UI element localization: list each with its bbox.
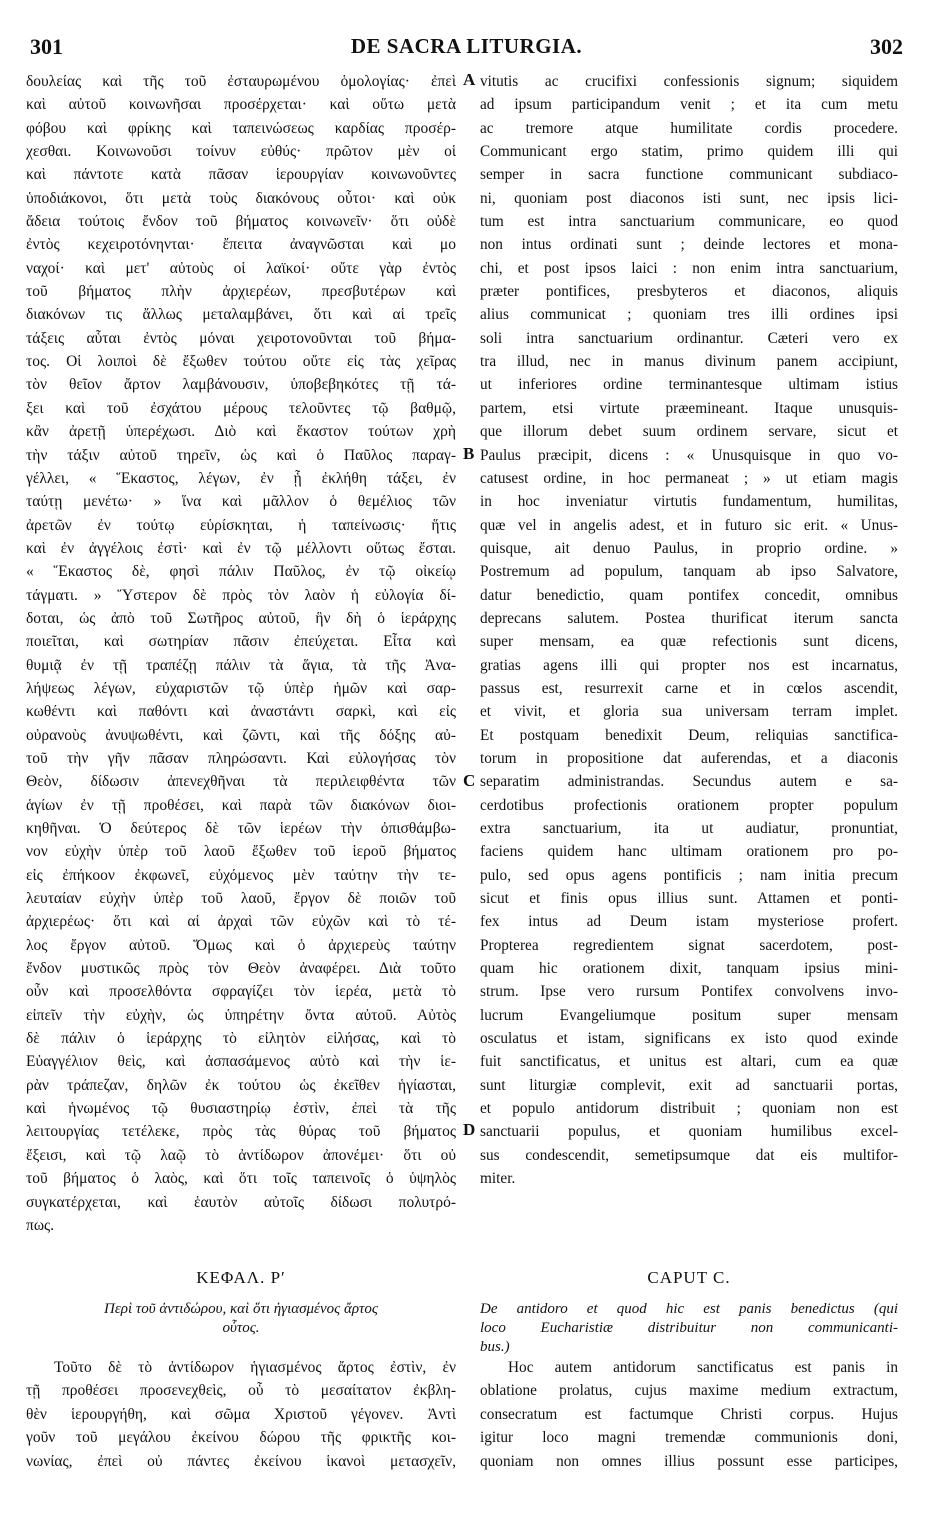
text-line: καὶ πάντοτε κατὰ πᾶσαν ἱερουργίαν κοινωνοῦντες <box>26 166 456 184</box>
latin-column <box>480 70 898 1191</box>
text-line: γέλλει, « Ἕκαστος, λέγων, ἐν ᾗ ἐκλήθη τάξει, ἐν <box>26 469 456 487</box>
page-number-right: 302 <box>870 34 903 59</box>
text-line: κηθῆναι. Ὁ δεύτερος δὲ τῶν ἱερέων τὴν ὀπισθάμβω- <box>26 820 456 837</box>
text-line: δὲ πάλιν ὁ ἱεράρχης τὸ εἰλητὸν εἱλήσας, καὶ τὸ <box>26 1030 456 1048</box>
text-line: καὶ αὐτοῦ κοινωνῆσαι προσέρχεται· καὶ οὕτω μετὰ <box>26 96 456 114</box>
text-line: super mensam, ea quæ refectionis sunt dicens, <box>480 633 898 651</box>
text-line: Et postquam benedixit Deum, reliquias sanctifica- <box>480 726 898 744</box>
text-line: extra sanctuarium, ita ut audiatur, pronuntiat, <box>480 820 898 837</box>
greek-column <box>26 70 456 1237</box>
text-line: strum. Ipse vero rursum Pontifex convolvens invo- <box>480 983 898 1001</box>
text-line: quoniam non omnes illius possunt esse participes, <box>480 1452 898 1470</box>
margin-letter-d: D <box>463 1120 476 1139</box>
text-line: De antidoro et quod hic est panis benedictus (qui <box>480 1301 898 1317</box>
text-line: vitutis ac crucifixi confessionis signum; siquidem <box>480 73 898 90</box>
text-line: εἰς ἐπήκοον ἐκφωνεῖ, εὐχόμενος μὲν ταύτην τὴν τε- <box>26 866 456 884</box>
greek-text <box>26 70 456 1237</box>
text-line: οὐρανοὺς ἀνυψωθέντι, καὶ ζῶντι, καὶ τῆς δόξης αὐ- <box>26 726 456 744</box>
text-line: ναχοί· καὶ μετ' αὐτοὺς οἱ λαϊκοί· οὔτε γὰρ ἐντὸς <box>26 259 456 277</box>
text-line: τοῦ τὴν γῆν πᾶσαν πληρώσαντι. Καὶ εὐλογήσας τὸν <box>26 749 456 767</box>
text-line: χεσθαι. Κοινωνοῦσι τοίνυν εὐθύς· πρῶτον μὲν οἱ <box>26 143 456 161</box>
text-line: et vivit, et gloria sua universam terram implet. <box>480 703 898 721</box>
text-line: sus condescendit, semetipsumque dat eis multifor- <box>480 1146 898 1164</box>
text-line: ut inferiores ordine terminantesque ultimam istius <box>480 376 898 394</box>
text-line: ni, quoniam post diaconos isti sunt, nec ipsis lici- <box>480 189 898 207</box>
text-line: et populo antidorum distribuit ; quoniam non est <box>480 1100 898 1118</box>
latin-chapter-title: CAPUT C. <box>647 1268 731 1287</box>
text-line: quæ vel in angelis adest, et in futuro sic erit. « Unus- <box>480 516 898 534</box>
text-line: quam hic orationem dixit, tanquam ipsius mini- <box>480 960 898 978</box>
text-line: ἁγίων ἐν τῇ προθέσει, καὶ παρὰ τῶν διακόνων διοι- <box>26 796 456 814</box>
text-line: cerdotibus profectionis orationem propter populum <box>480 796 898 814</box>
text-line: καὶ ἐν ἀγγέλοις ἐστὶ· καὶ ἐν τῷ μέλλοντι οὕτως ἔσται. <box>26 539 456 557</box>
text-line: Communicant ergo statim, primo quidem illi qui <box>480 143 898 161</box>
text-line: gratias agens illi qui propter nos est incarnatus, <box>480 656 898 674</box>
text-line: in hoc inveniatur virtutis fundamentum, humilitas, <box>480 493 898 511</box>
text-line: τὸν θεῖον ἄρτον λαμβάνουσιν, ὑποβεβηκότες τῇ τά- <box>26 376 456 394</box>
text-line: ἄδεια τούτοις ἔνδον τοῦ βήματος κοινωνεῖν· ὅτι οὐδὲ <box>26 213 456 231</box>
text-line: Hoc autem antidorum sanctificatus est panis in <box>508 1359 898 1376</box>
margin-letter-a: A <box>463 70 476 89</box>
text-line: θὲν ἱερουργήθη, καὶ σῶμα Χριστοῦ γέγονεν. Ἀντὶ <box>26 1405 456 1423</box>
text-line: ἔξεισι, καὶ τῷ λαῷ τὸ ἀντίδωρον ἀπονέμει· ὅτι οὐ <box>26 1146 456 1164</box>
latin-text <box>480 70 898 1191</box>
text-line: γοῦν τοῦ μεγάλου ἐκείνου δώρου τῆς φρικτῆς κοι- <box>26 1429 456 1447</box>
running-header <box>30 34 903 66</box>
text-line: faciens quidem hanc ultimam orationem pro po- <box>480 843 898 861</box>
text-line: que illorum debet suum ordinem servare, sicut et <box>480 423 898 441</box>
text-line: λήψεως λέγων, εὐχαριστῶν τῷ ὑπὲρ ἡμῶν καὶ σαρ- <box>26 679 456 697</box>
text-line: τοῦ βήματος πλὴν ἀρχιερέων, πρεσβυτέρων καὶ <box>26 283 456 301</box>
text-line: συγκατέρχεται, καὶ ἑαυτὸν αὐτοῖς δίδωσι πολυτρό- <box>26 1193 456 1211</box>
margin-letter-b: B <box>463 444 475 463</box>
text-line: sicut et finis opus illius sunt. Attamen et ponti- <box>480 890 898 908</box>
greek-chapter-text <box>26 1356 456 1473</box>
text-line: sunt liturgiæ complevit, exit ad sanctuarii portas, <box>480 1076 898 1094</box>
text-line: νον εὐχὴν ὑπὲρ τοῦ λαοῦ ἔξωθεν τοῦ ἱεροῦ βήματος <box>26 843 456 861</box>
text-line: partem, etsi virtute præemineant. Itaque unusquis- <box>480 399 898 417</box>
text-line: tra illud, nec in manus divinum panem accipiunt, <box>480 353 898 371</box>
text-line: ὑποδιάκονοι, ὅτι μετὰ τοὺς διακόνους οὗτοι· καὶ οὐκ <box>26 189 456 207</box>
text-line: Εὐαγγέλιον θεὶς, καὶ ἀσπασάμενος αὐτὸ καὶ τὴν ἱε- <box>26 1053 456 1071</box>
text-line: bus.) <box>480 1339 510 1355</box>
text-line: ἔνδον μυστικῶς πρὸς τὸν Θεὸν ἀναφέρει. Διὰ τοῦτο <box>26 960 456 978</box>
text-line: τοῦ βήματος ὁ λαὸς, καὶ ὅτι τοῖς ταπεινοῖς ὁ ὑψηλὸς <box>26 1170 456 1188</box>
text-line: oblatione prolatus, cujus maxime medium extractum, <box>480 1382 898 1400</box>
text-line: οὖν καὶ προσελθόντα σφραγίζει τὸν ἱερέα, μετὰ τὸ <box>26 983 456 1001</box>
text-line: præter pontifices, presbyteros et diaconos, aliquis <box>480 283 898 301</box>
text-line: alius communicat ; quoniam tres illi ordines ipsi <box>480 306 898 324</box>
text-line: τῇ προθέσει προσενεχθεὶς, οὗ τὸ μεσαίτατον ἐκβλη- <box>26 1382 456 1400</box>
text-line: κἂν ἀρετῇ ὑπερέχωσι. Διὸ καὶ ἕκαστον τούτων χρὴ <box>26 423 456 441</box>
text-line: εἰπεῖν τὴν εὐχὴν, ὡς ὑπηρέτην ὄντα αὐτοῦ. Αὐτὸς <box>26 1006 456 1024</box>
text-line: ἀρχιερέως· ὅτι καὶ αἱ ἀρχαὶ τῶν εὐχῶν καὶ τὸ τέ- <box>26 913 456 931</box>
text-line: ad ipsum participandum venit ; et ita cum metu <box>480 96 898 114</box>
text-line: ac tremore atque humilitate cordis procedere. <box>480 119 898 137</box>
text-line: deprecans salutem. Postea thurificat iterum sancta <box>480 609 898 627</box>
text-line: osculatus et istam, significans ex isto quod exinde <box>480 1030 898 1048</box>
text-line: πως. <box>26 1216 55 1234</box>
text-line: passus est, resurrexit carne et in cœlos ascendit, <box>480 679 898 697</box>
margin-letter-c: C <box>463 771 476 790</box>
text-line: loco Eucharistiæ distribuitur non communicanti- <box>480 1320 898 1336</box>
text-line: οὗτος. <box>222 1320 260 1336</box>
text-line: λευταίαν εὐχὴν ὑπὲρ τοῦ λαοῦ, ἔργον δὲ ποιῶν τοῦ <box>26 890 456 908</box>
text-line: non intus ordinati sunt ; deinde lectores et mona- <box>480 236 898 254</box>
text-line: igitur loco magni tremendæ communionis doni, <box>480 1429 898 1447</box>
text-line: « Ἕκαστος δὲ, φησὶ πάλιν Παῦλος, ἐν τῷ οἰκείῳ <box>26 563 456 581</box>
text-line: ἐντὸς κεχειροτόνηνται· ἔπειτα ἀναγνῶσται καὶ μο <box>26 236 456 254</box>
text-line: consecratum est factumque Christi corpus. Hujus <box>480 1405 898 1423</box>
text-line: chi, et post ipsos laici : non enim intra sanctuarium, <box>480 259 898 277</box>
text-line: Τοῦτο δὲ τὸ ἀντίδωρον ἡγιασμένος ἄρτος ἐστὶν, ἐν <box>54 1359 456 1376</box>
text-line: ποιεῖται, καὶ σωτηρίαν πᾶσιν ἐπεύχεται. Εἶτα καὶ <box>26 633 456 651</box>
text-line: ξει καὶ τοῦ ἐσχάτου μέρους τελοῦντες τῷ βαθμῷ, <box>26 399 456 417</box>
text-line: sanctuarii populus, et quoniam humilibus excel- <box>480 1123 898 1141</box>
running-title: DE SACRA LITURGIA. <box>350 34 583 58</box>
text-line: νωνίας, ἐπεὶ οὐ πάντες ἐκείνου ἱκανοὶ μετασχεῖν, <box>26 1452 456 1470</box>
page-number-left: 301 <box>30 34 63 59</box>
text-line: θυμιᾷ ἐν τῇ τραπέζῃ πάλιν τὰ ἅγια, τὰ τῆς Ἀνα- <box>26 656 456 674</box>
text-line: quisque, ait denuo Paulus, in proprio ordine. » <box>480 539 898 557</box>
latin-chapter-subtitle <box>480 1300 898 1357</box>
text-line: Θεὸν, δίδωσιν ἀπενεχθῆναι τὰ περιλειφθέντα τῶν <box>26 773 456 791</box>
text-line: Περὶ τοῦ ἀντιδώρου, καὶ ὅτι ἡγιασμένος ἄρτος <box>104 1301 378 1317</box>
text-line: ἀρετῶν ἐν τούτῳ εὑρίσκηται, ἡ ταπείνωσις· ἥτις <box>26 516 456 534</box>
text-line: catusest ordine, in hoc permaneat ; » ut etiam magis <box>480 469 898 487</box>
text-line: διακόνων τις ἄλλως μεταλαμβάνει, ὅτι καὶ αἱ τρεῖς <box>26 306 456 324</box>
text-line: tum est intra sanctuarium communicare, eo quod <box>480 213 898 231</box>
text-line: miter. <box>480 1170 516 1188</box>
text-line: τὴν τάξιν αὐτοῦ τηρεῖν, ὡς καὶ ὁ Παῦλος παραγ- <box>26 446 456 464</box>
text-line: soli intra sanctuarium ordinantur. Cæteri vero ex <box>480 329 898 347</box>
text-line: καὶ ἡνωμένος τῷ θυσιαστηρίῳ ἐστὶν, ἐπεὶ τὰ τῆς <box>26 1100 456 1118</box>
text-line: τάξεις αὗται ἐντὸς μόναι χειροτονοῦνται τοῦ βήμα- <box>26 329 456 347</box>
text-line: fex intus ad Deum istam mysteriose profert. <box>480 913 898 931</box>
latin-chapter-text <box>480 1356 898 1473</box>
text-line: lucrum Evangeliumque positum super mensam <box>480 1006 898 1024</box>
text-line: datur benedictio, quam pontifex concedit, omnibus <box>480 586 898 604</box>
text-line: Paulus præcipit, dicens : « Unusquisque in quo vo- <box>480 446 898 464</box>
text-line: φόβου καὶ φρίκης καὶ ταπεινώσεως καρδίας προσέρ- <box>26 119 456 137</box>
text-line: κωθέντι καὶ παθόντι καὶ ἀναστάντι σαρκὶ, καὶ εἰς <box>26 703 456 721</box>
text-line: λειτουργίας τετέλεκε, πρὸς τὰς θύρας τοῦ βήματος <box>26 1123 456 1141</box>
greek-chapter-title: ΚΕΦΑΛ. Ρʹ <box>196 1268 286 1287</box>
text-line: separatim administrandas. Secundus autem e sa- <box>480 773 898 791</box>
text-line: δουλείας καὶ τῆς τοῦ ἐσταυρωμένου ὁμολογίας· ἐπεὶ <box>26 73 456 90</box>
text-line: semper in sacra functione communicant subdiaco- <box>480 166 898 184</box>
text-line: Propterea regredientem signat sacerdotem, post- <box>480 936 898 954</box>
text-line: τάγματι. » Ὕστερον δὲ πρὸς τὸν λαὸν ἡ εὐλογία δί- <box>26 586 456 604</box>
text-line: δοται, ὡς ἀπὸ τοῦ Σωτῆρος αὐτοῦ, ἣν δὴ ὁ ἱεράρχης <box>26 609 456 627</box>
text-line: ταύτῃ μενέτω· » ἵνα καὶ μᾶλλον ὁ θεμέλιος τῶν <box>26 493 456 511</box>
text-line: torum in propositione dat auferendas, et a diaconis <box>480 749 898 767</box>
text-line: pulo, sed opus agens pontificis ; nam initia precum <box>480 866 898 884</box>
text-line: ρὰν τράπεζαν, δηλῶν ἐκ τούτου ὡς ἐκεῖθεν ἡγίασται, <box>26 1076 456 1094</box>
greek-chapter-subtitle <box>26 1300 456 1338</box>
text-line: λος ἔργον αὐτοῦ. Ὅμως καὶ ὁ ἀρχιερεὺς ταύτην <box>26 936 456 954</box>
text-line: Postremum ad populum, tanquam ab ipso Salvatore, <box>480 563 898 581</box>
text-line: fuit sanctificatus, et unitus est altari, cum ea quæ <box>480 1053 898 1071</box>
text-line: τος. Οἱ λοιποὶ δὲ ἔξωθεν τούτου οὔτε εἰς τὰς χεῖρας <box>26 353 456 371</box>
